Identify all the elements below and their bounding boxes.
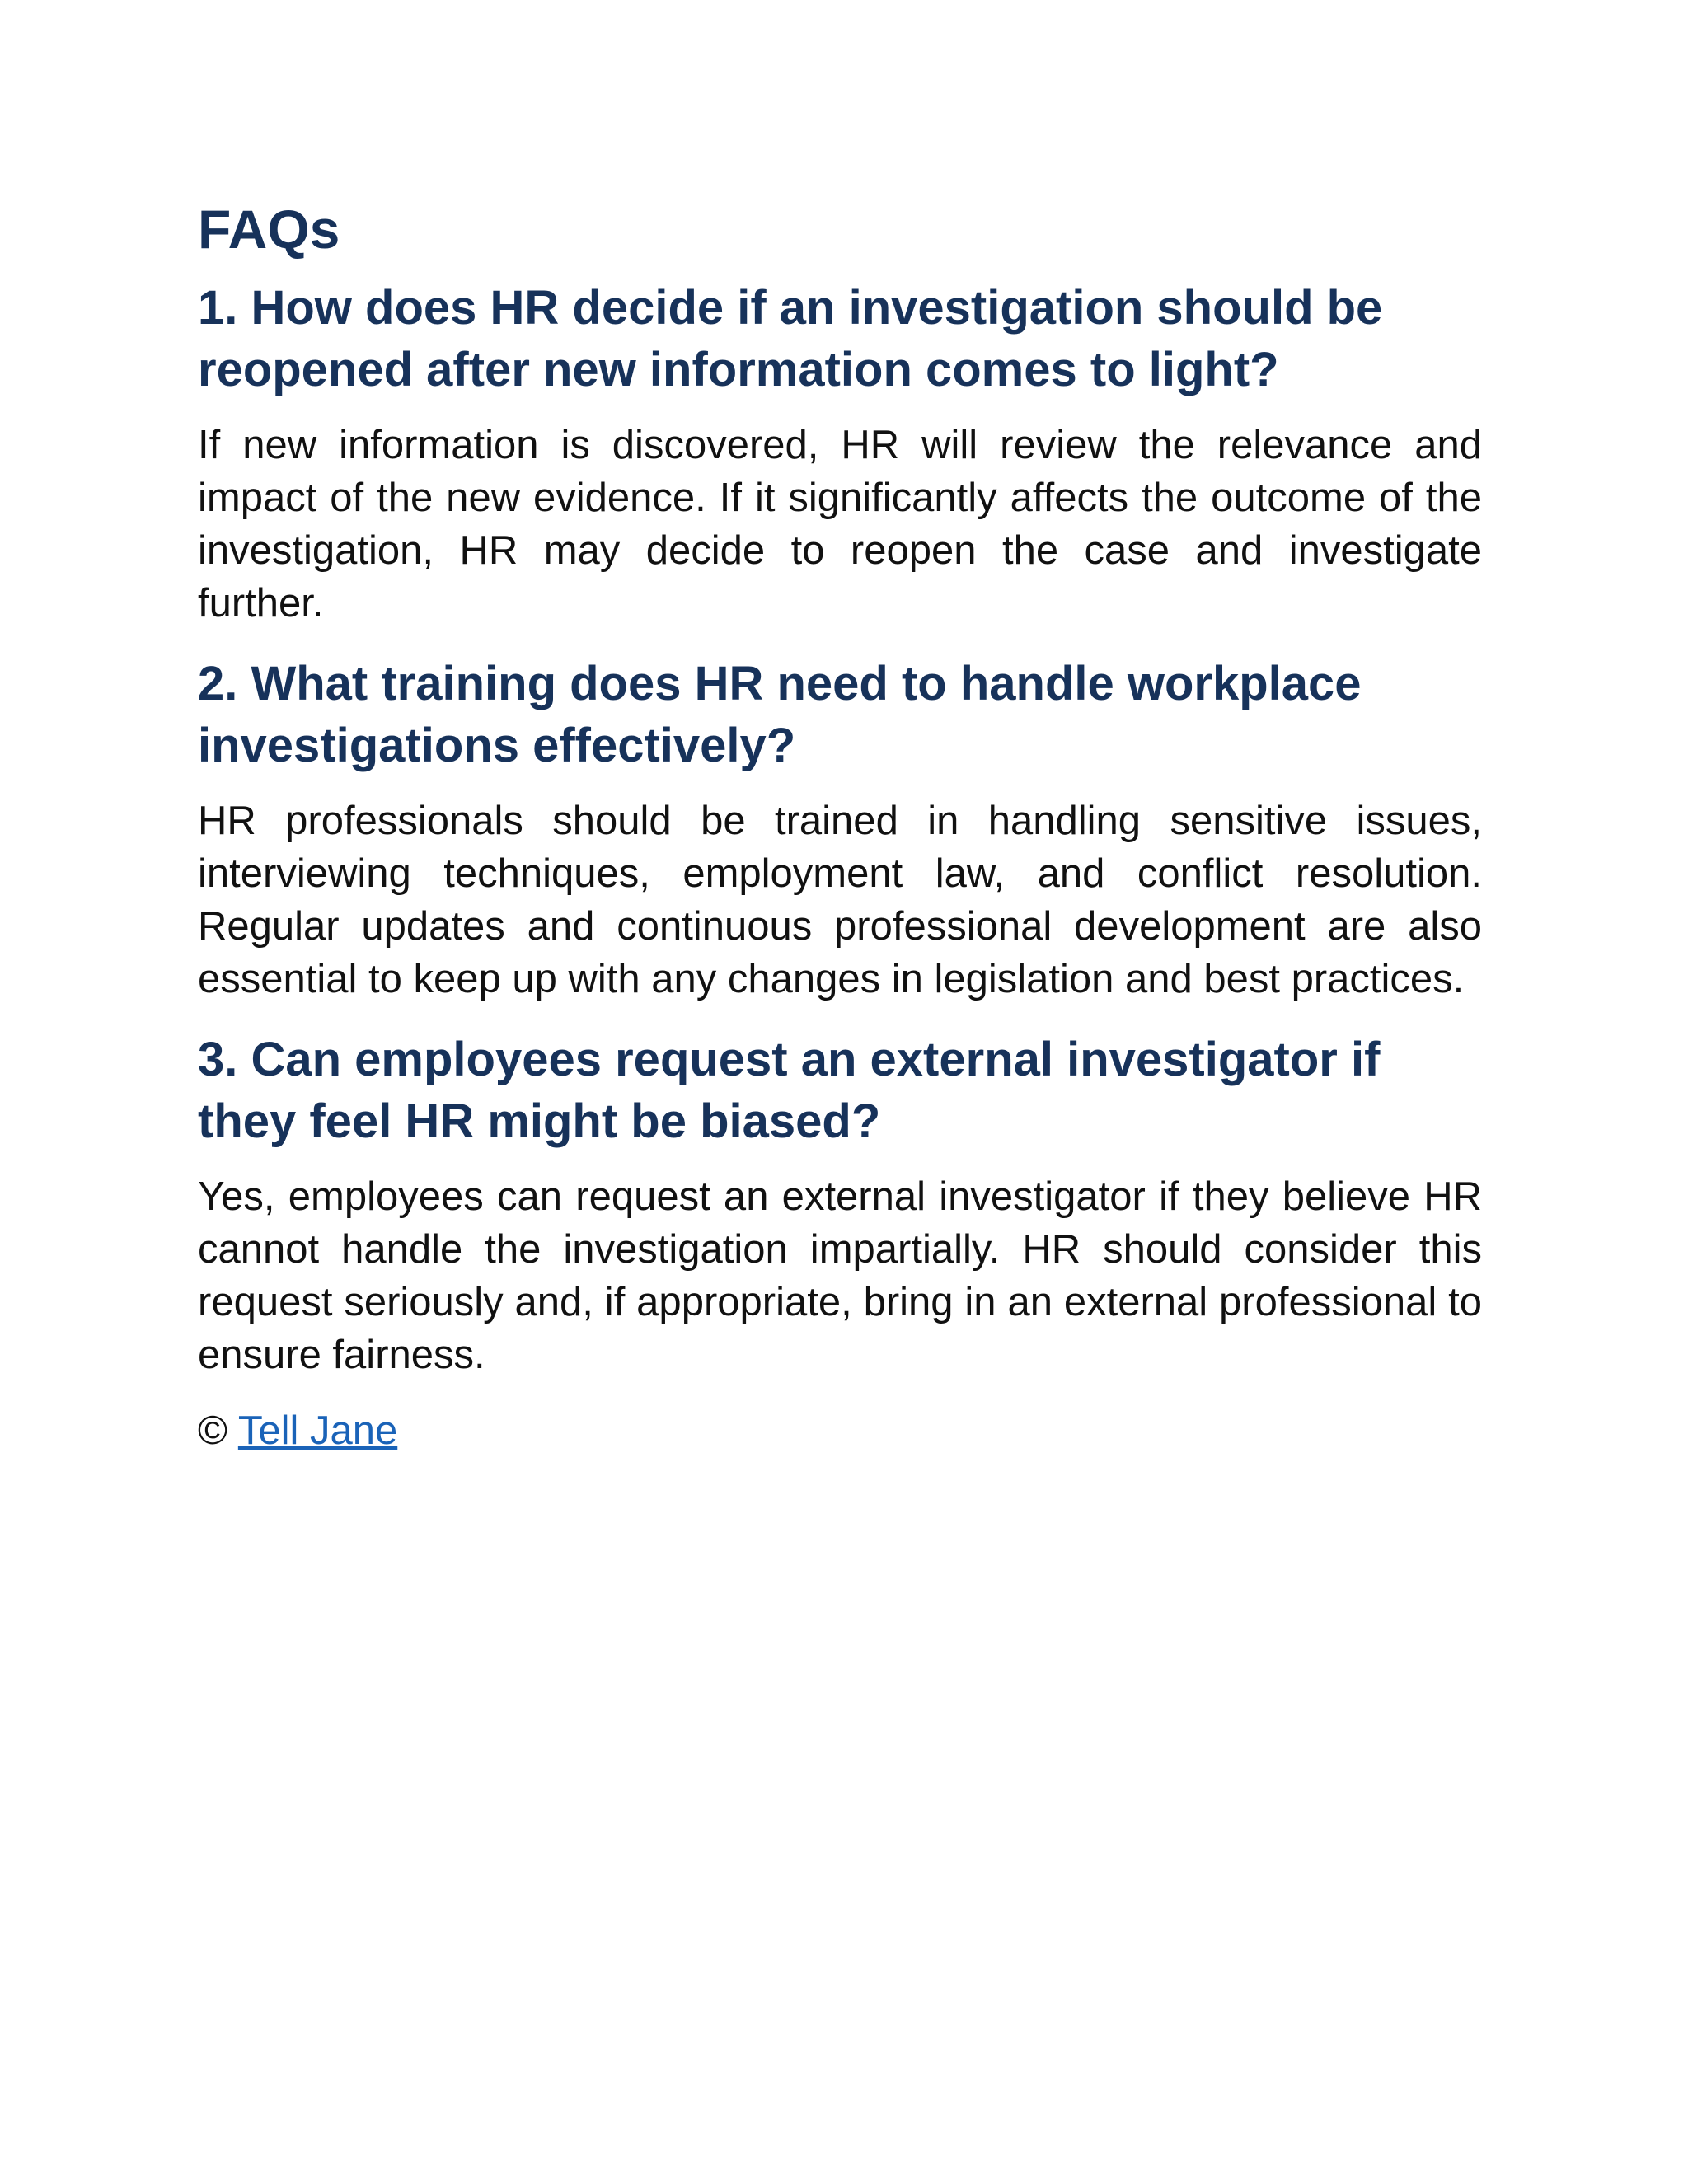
- copyright-symbol: ©: [198, 1408, 228, 1453]
- faq-answer-2: HR professionals should be trained in handling sensitive issues, interviewing techniques, employment law, and conflict resolution. Regular updates and continuous professional development are also essential to keep up with any changes in legislation and best practices.: [198, 799, 1482, 1001]
- copyright-footer: [198, 1404, 1482, 1457]
- faq-answer-3: Yes, employees can request an external investigator if they believe HR cannot handle the investigation impartially. HR should consider this request seriously and, if appropriate, bring in an external professional to ensure fairness.: [198, 1174, 1482, 1377]
- page-title: FAQs: [198, 199, 340, 260]
- faq-item-2: [198, 653, 1482, 1005]
- faq-answer-1: If new information is discovered, HR will review the relevance and impact of the new evidence. If it significantly affects the outcome of the investigation, HR may decide to reopen the case and investigate further.: [198, 423, 1482, 626]
- faq-item-1: [198, 277, 1482, 630]
- tell-jane-link[interactable]: Tell Jane: [237, 1408, 398, 1453]
- document-page: [198, 196, 1482, 1457]
- faq-question-3: 3. Can employees request an external investigator if they feel HR might be biased?: [198, 1033, 1381, 1148]
- faq-question-2: 2. What training does HR need to handle workplace investigations effectively?: [198, 657, 1362, 772]
- faq-question-1: 1. How does HR decide if an investigation should be reopened after new information comes to light?: [198, 281, 1383, 396]
- faq-item-3: [198, 1029, 1482, 1381]
